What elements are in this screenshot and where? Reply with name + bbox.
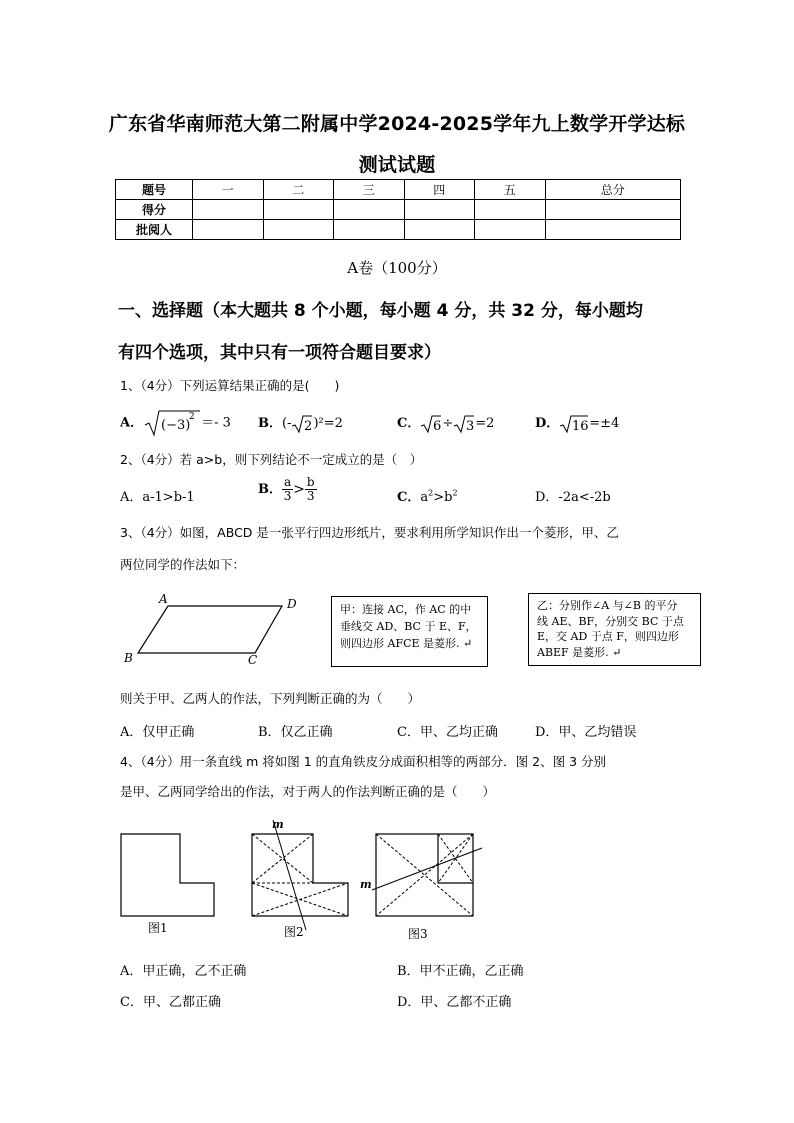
numerator: a xyxy=(284,475,292,489)
option-text: =2 xyxy=(475,416,495,431)
option-text: ＝- 3 xyxy=(201,415,231,431)
option-label: A． xyxy=(120,415,144,431)
method-box-jia xyxy=(331,596,488,667)
q2-option-c[interactable] xyxy=(397,486,458,505)
sqrt-symbol-icon xyxy=(420,414,442,434)
q2-option-b[interactable] xyxy=(258,476,317,503)
option-label: D． xyxy=(535,416,560,431)
radicand: (−3) xyxy=(161,418,191,433)
volume-label: A卷（100分） xyxy=(347,259,447,277)
radicand: 6 xyxy=(433,418,442,434)
page-title-line1: 广东省华南师范大第二附属中学2024-2025学年九上数学开学达标 xyxy=(108,113,686,135)
question-3-prompt: 则关于甲、乙两人的作法，下列判断正确的为（ ） xyxy=(120,691,421,706)
fraction xyxy=(305,476,317,503)
score-cell[interactable] xyxy=(545,200,681,220)
option-label: B． xyxy=(258,482,282,497)
score-cell[interactable] xyxy=(193,200,264,220)
option-text: >b xyxy=(433,490,453,505)
radicand: 16 xyxy=(572,418,589,434)
method-box-line: E，交 AD 于点 F，则四边形 xyxy=(537,630,679,643)
q1-option-c[interactable] xyxy=(397,412,494,434)
q1-option-d[interactable] xyxy=(535,412,619,434)
score-cell[interactable] xyxy=(334,200,405,220)
q3-option-c[interactable]: C．甲、乙均正确 xyxy=(397,725,498,740)
figure-2 xyxy=(252,818,348,939)
method-box-line: 垂线交 AD、BC 于 E、F， xyxy=(340,620,477,633)
q3-option-d[interactable]: D．甲、乙均错误 xyxy=(535,725,637,740)
score-table-row xyxy=(116,220,681,240)
score-cell[interactable] xyxy=(475,200,546,220)
denominator: 3 xyxy=(283,489,292,503)
q4-figures xyxy=(110,812,510,942)
option-text: (- xyxy=(282,416,292,431)
operator: > xyxy=(293,481,305,498)
q4-option-d[interactable]: D．甲、乙都不正确 xyxy=(397,995,512,1010)
figure-1 xyxy=(121,834,214,935)
score-cell[interactable] xyxy=(263,200,334,220)
question-4-stem-line1: 4、（4分）用一条直线 m 将如图 1 的直角铁皮分成面积相等的两部分．图 2、图 3 分别 xyxy=(120,754,607,769)
question-4-stem-line2: 是甲、乙两同学给出的作法，对于两人的作法判断正确的是（ ） xyxy=(120,784,496,799)
method-box-line: 线 AE、BF，分别交 BC 于点 xyxy=(537,614,684,628)
score-table-row xyxy=(116,200,681,220)
denominator: 3 xyxy=(306,489,315,503)
option-text: a xyxy=(420,490,429,505)
line-m-label: m xyxy=(360,878,372,891)
q3-option-b[interactable]: B．仅乙正确 xyxy=(258,725,333,740)
section-heading-line2: 有四个选项，其中只有一项符合题目要求） xyxy=(118,343,441,363)
figure-3 xyxy=(360,834,482,941)
score-table xyxy=(115,179,681,240)
option-text: ÷ xyxy=(442,416,454,431)
score-table-header: 总分 xyxy=(545,180,681,200)
q1-option-b[interactable] xyxy=(258,412,343,434)
score-table-header: 二 xyxy=(263,180,334,200)
parallelogram-figure xyxy=(118,590,318,670)
reviewer-cell[interactable] xyxy=(334,220,405,240)
method-box-line: 则四边形 AFCE 是菱形. ↵ xyxy=(340,637,473,650)
q2-option-d[interactable]: D．-2a<-2b xyxy=(535,490,611,505)
method-box-line: ABEF 是菱形. ↵ xyxy=(537,645,622,659)
question-3-stem-line2: 两位同学的作法如下： xyxy=(120,557,246,572)
score-row-label: 得分 xyxy=(116,200,193,220)
q3-option-a[interactable]: A．仅甲正确 xyxy=(120,725,195,740)
sqrt-symbol-icon xyxy=(453,414,475,434)
q4-option-c[interactable]: C．甲、乙都正确 xyxy=(120,995,221,1010)
sqrt-symbol-icon xyxy=(291,414,313,434)
exponent: 2 xyxy=(189,412,195,422)
page-title-line2: 测试试题 xyxy=(358,154,436,176)
question-1-stem: 1、（4分）下列运算结果正确的是( ) xyxy=(120,378,340,393)
method-box-line: 甲：连接 AC，作 AC 的中 xyxy=(340,603,472,616)
vertex-label-b: B xyxy=(124,651,133,665)
section-heading-line1: 一、选择题（本大题共 8 个小题，每小题 4 分，共 32 分，每小题均 xyxy=(118,301,643,321)
question-3-stem-line1: 3、（4分）如图，ABCD 是一张平行四边形纸片，要求利用所学知识作出一个菱形，甲、乙 xyxy=(120,525,619,540)
vertex-label-c: C xyxy=(248,653,258,667)
option-text: )²=2 xyxy=(313,416,343,431)
option-label: C． xyxy=(397,490,421,505)
exponent: 2 xyxy=(428,488,434,498)
reviewer-cell[interactable] xyxy=(193,220,264,240)
vertex-label-d: D xyxy=(287,597,297,611)
option-label: B． xyxy=(258,416,282,431)
question-2-stem: 2、（4分）若 a>b，则下列结论不一定成立的是（ ） xyxy=(120,452,423,467)
reviewer-row-label: 批阅人 xyxy=(116,220,193,240)
method-box-line: 乙：分别作∠A 与∠B 的平分 xyxy=(537,599,678,612)
radicand: 3 xyxy=(466,418,475,434)
option-text: =±4 xyxy=(589,416,620,431)
score-table-header: 一 xyxy=(193,180,264,200)
q4-option-a[interactable]: A．甲正确，乙不正确 xyxy=(120,964,247,979)
parallelogram-shape xyxy=(138,606,282,653)
reviewer-cell[interactable] xyxy=(545,220,681,240)
option-label: C． xyxy=(397,416,421,431)
score-table-header-row xyxy=(116,180,681,200)
radicand: 2 xyxy=(304,418,313,434)
method-box-yi xyxy=(528,593,701,666)
q1-option-a[interactable] xyxy=(120,409,231,437)
figure-1-caption: 图1 xyxy=(148,921,168,935)
figure-3-caption: 图3 xyxy=(408,927,428,941)
q2-option-a[interactable]: A．a-1>b-1 xyxy=(120,490,195,505)
exponent: 2 xyxy=(452,488,458,498)
score-cell[interactable] xyxy=(404,200,475,220)
reviewer-cell[interactable] xyxy=(475,220,546,240)
numerator: b xyxy=(306,475,315,489)
vertex-label-a: A xyxy=(159,592,168,606)
score-table-header: 五 xyxy=(475,180,546,200)
figure-2-caption: 图2 xyxy=(284,925,304,939)
score-table-header: 三 xyxy=(334,180,405,200)
fraction xyxy=(282,476,293,503)
score-table-header: 题号 xyxy=(116,180,193,200)
sqrt-symbol-icon xyxy=(143,409,201,437)
line-m-label: m xyxy=(272,818,284,831)
q4-option-b[interactable]: B．甲不正确，乙正确 xyxy=(397,964,524,979)
score-table-header: 四 xyxy=(404,180,475,200)
sqrt-symbol-icon xyxy=(559,414,589,434)
reviewer-cell[interactable] xyxy=(404,220,475,240)
reviewer-cell[interactable] xyxy=(263,220,334,240)
